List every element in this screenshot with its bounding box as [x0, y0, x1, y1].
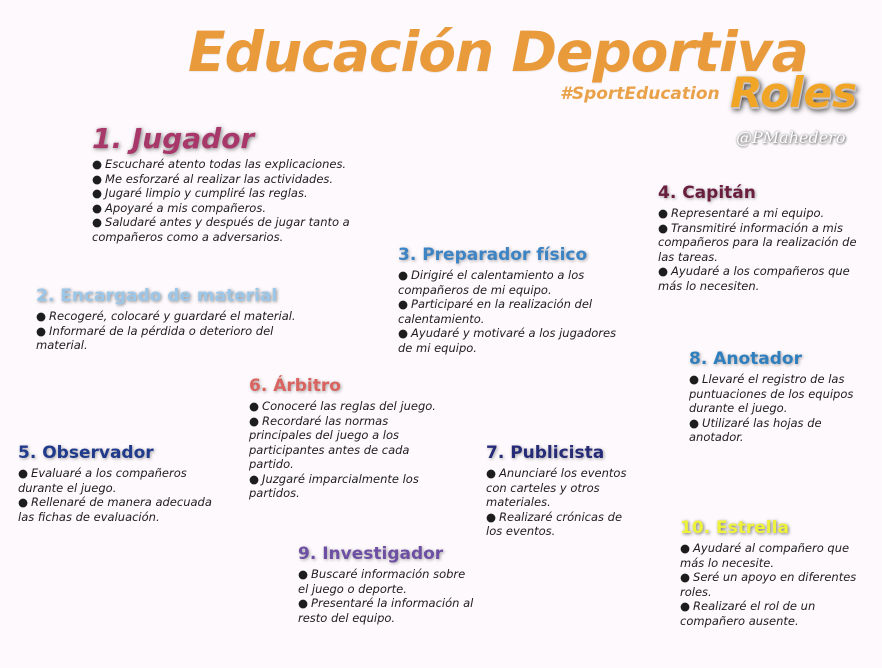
role-jugador-list	[92, 157, 382, 244]
list-item: ● Me esforzaré al realizar las actividades.	[92, 171, 334, 186]
list-item: ● Ayudaré y motivaré a los jugadores de mi equipo.	[398, 326, 617, 355]
role-observador-title: 5. Observador	[18, 443, 154, 463]
hashtag: #SportEducation	[560, 84, 720, 104]
role-estrella-title: 10. Estrella	[680, 518, 789, 538]
role-investigador-title: 9. Investigador	[298, 544, 444, 564]
list-item: ● Ayudaré al compañero que más lo necesite.	[680, 541, 850, 570]
role-publicista-title: 7. Publicista	[486, 443, 605, 463]
role-investigador	[298, 544, 476, 625]
list-item: ● Buscaré información sobre el juego o deporte.	[298, 567, 466, 596]
role-material-list	[36, 309, 318, 353]
role-publicista-list	[486, 466, 636, 539]
role-jugador	[92, 122, 382, 244]
list-item: ● Recogeré, colocaré y guardaré el material.	[36, 309, 296, 323]
role-preparador-title: 3. Preparador físico	[398, 245, 588, 265]
list-item: ● Juzgaré imparcialmente los partidos.	[249, 471, 419, 500]
role-observador-list	[18, 466, 223, 524]
list-item: ● Conoceré las reglas del juego.	[249, 399, 436, 413]
role-preparador-fisico	[398, 245, 628, 355]
list-item: ● Seré un apoyo en diferentes roles.	[680, 570, 857, 599]
list-item: ● Realizaré crónicas de los eventos.	[486, 509, 623, 538]
role-arbitro	[249, 376, 444, 501]
list-item: ● Transmitiré información a mis compañeros para la realización de las tareas.	[658, 220, 857, 264]
list-item: ● Realizaré el rol de un compañero ausente.	[680, 599, 816, 628]
list-item: ● Evaluaré a los compañeros durante el juego.	[18, 466, 187, 495]
list-item: ● Presentaré la información al resto del equipo.	[298, 596, 474, 625]
role-anotador-list	[689, 372, 869, 445]
list-item: ● Jugaré limpio y cumpliré las reglas.	[92, 186, 308, 200]
list-item: ● Anunciaré los eventos con carteles y otros materiales.	[486, 466, 627, 509]
role-preparador-list	[398, 268, 628, 355]
list-item: ● Utilizaré las hojas de anotador.	[689, 415, 822, 444]
list-item: ● Participaré en la realización del calentamiento.	[398, 297, 593, 326]
list-item: ● Saludaré antes y después de jugar tanto a compañeros como a adversarios.	[92, 215, 350, 244]
author-handle: @PMahedero	[736, 128, 846, 147]
list-item: ● Rellenaré de manera adecuada las fichas de evaluación.	[18, 495, 212, 524]
role-observador	[18, 443, 223, 524]
role-investigador-list	[298, 567, 476, 625]
role-estrella-list	[680, 541, 870, 628]
list-item: ● Dirigiré el calentamiento a los compañeros de mi equipo.	[398, 268, 585, 297]
role-arbitro-title: 6. Árbitro	[249, 376, 341, 396]
list-item: ● Escucharé atento todas las explicaciones.	[92, 157, 347, 171]
role-estrella	[680, 518, 870, 628]
role-capitan	[658, 183, 868, 293]
roles-heading: Roles	[730, 68, 857, 117]
role-anotador-title: 8. Anotador	[689, 349, 802, 369]
role-anotador	[689, 349, 869, 445]
role-jugador-title: 1. Jugador	[92, 122, 255, 155]
list-item: ● Apoyaré a mis compañeros.	[92, 200, 266, 215]
list-item: ● Recordaré las normas principales del juego a los participantes antes de cada partido.	[249, 413, 410, 471]
role-capitan-title: 4. Capitán	[658, 183, 756, 203]
list-item: ● Llevaré el registro de las puntuaciones de los equipos durante el juego.	[689, 372, 854, 415]
role-material-title: 2. Encargado de material	[36, 286, 278, 306]
role-arbitro-list	[249, 399, 444, 501]
list-item: ● Informaré de la pérdida o deterioro del material.	[36, 323, 274, 352]
role-capitan-list	[658, 206, 868, 293]
role-publicista	[486, 443, 636, 539]
list-item: ● Representaré a mi equipo.	[658, 206, 825, 220]
list-item: ● Ayudaré a los compañeros que más lo necesiten.	[658, 264, 850, 293]
page-title: Educación Deportiva	[188, 20, 808, 84]
role-encargado-material	[36, 286, 318, 353]
